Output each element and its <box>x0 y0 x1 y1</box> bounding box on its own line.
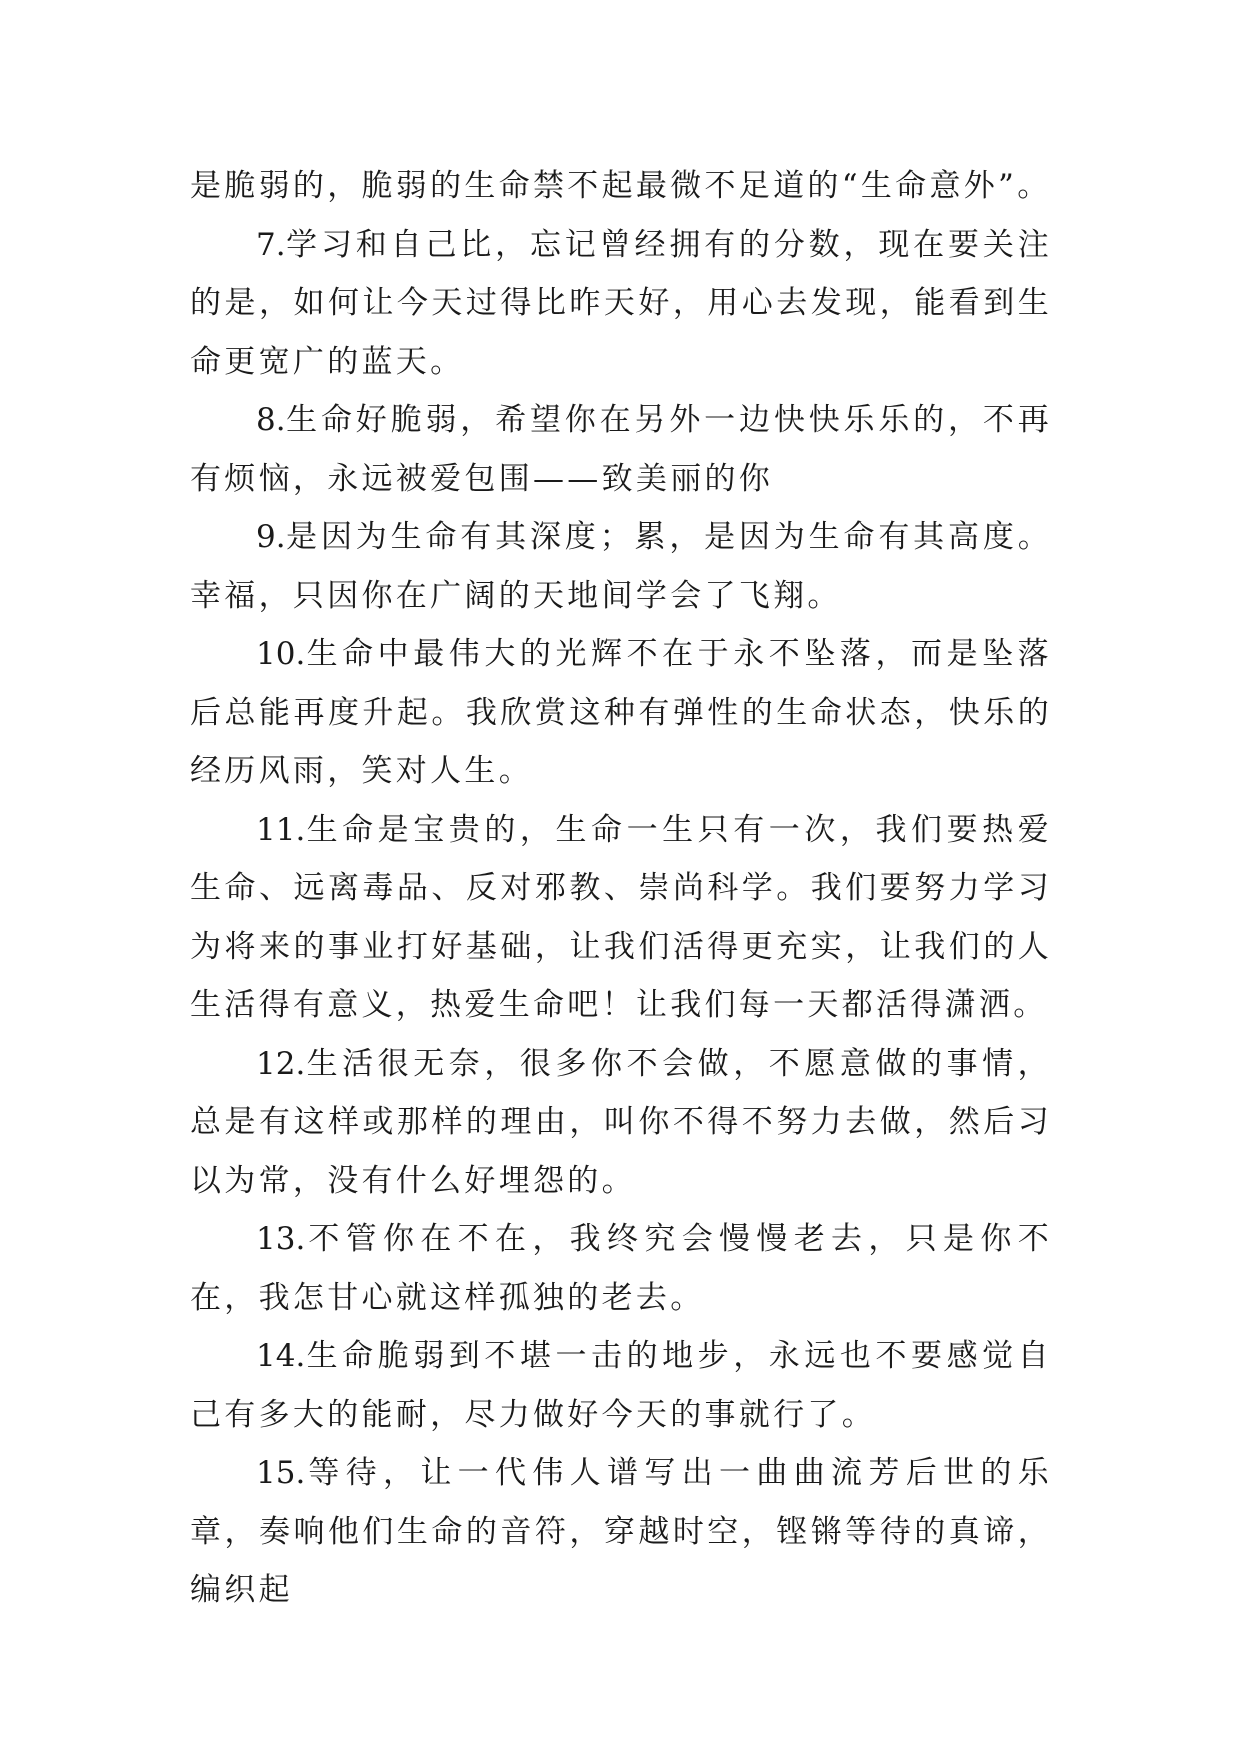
paragraph-number: 12. <box>256 1045 306 1082</box>
paragraph-item-14 <box>190 1327 1052 1444</box>
paragraph-number: 9. <box>256 519 286 555</box>
paragraph-text: 生活很无奈，很多你不会做，不愿意做的事情，总是有这样或那样的理由，叫你不得不努力去做，然后习以为常，没有什么好埋怨的。 <box>190 1045 1052 1199</box>
paragraph-text: 是因为生命有其深度；累，是因为生命有其高度。幸福，只因你在广阔的天地间学会了飞翔。 <box>190 519 1052 614</box>
paragraph-text: 生命是宝贵的，生命一生只有一次，我们要热爱生命、远离毒品、反对邪教、崇尚科学。我们要努力学习为将来的事业打好基础，让我们活得更充实，让我们的人生活得有意义，热爱生命吧！让我们每一天都活得潇洒。 <box>190 811 1052 1023</box>
paragraph-number: 13. <box>256 1221 306 1257</box>
paragraph-number: 11. <box>256 811 306 848</box>
paragraph-text: 不管你在不在，我终究会慢慢老去，只是你不在，我怎甘心就这样孤独的老去。 <box>190 1221 1052 1316</box>
paragraph-text: 生命好脆弱，希望你在另外一边快快乐乐的，不再有烦恼，永远被爱包围——致美丽的你 <box>190 402 1052 497</box>
paragraph-item-11 <box>190 801 1052 1035</box>
paragraph-item-15 <box>190 1444 1052 1620</box>
paragraph-text: 生命中最伟大的光辉不在于永不坠落，而是坠落后总能再度升起。我欣赏这种有弹性的生命状态，快乐的经历风雨，笑对人生。 <box>190 636 1052 789</box>
paragraph-number: 8. <box>256 402 286 438</box>
paragraph-text: 等待，让一代伟人谱写出一曲曲流芳后世的乐章，奏响他们生命的音符，穿越时空，铿锵等待的真谛，编织起 <box>190 1455 1052 1608</box>
paragraph-item-12 <box>190 1035 1052 1211</box>
paragraph-text: 是脆弱的，脆弱的生命禁不起最微不足道的“生命意外”。 <box>190 168 1052 204</box>
paragraph-number: 15. <box>256 1455 306 1491</box>
paragraph-number: 7. <box>256 226 286 263</box>
paragraph-number: 10. <box>256 636 306 672</box>
document-body <box>190 157 1052 1620</box>
paragraph-item-8 <box>190 391 1052 508</box>
paragraph-item-9 <box>190 508 1052 625</box>
paragraph-continuation <box>190 157 1052 216</box>
paragraph-item-13 <box>190 1210 1052 1327</box>
paragraph-item-10 <box>190 625 1052 801</box>
paragraph-text: 学习和自己比，忘记曾经拥有的分数，现在要关注的是，如何让今天过得比昨天好，用心去发现，能看到生命更宽广的蓝天。 <box>190 226 1052 380</box>
paragraph-item-7 <box>190 216 1052 392</box>
paragraph-text: 生命脆弱到不堪一击的地步，永远也不要感觉自己有多大的能耐，尽力做好今天的事就行了。 <box>190 1338 1052 1433</box>
paragraph-number: 14. <box>256 1338 306 1374</box>
